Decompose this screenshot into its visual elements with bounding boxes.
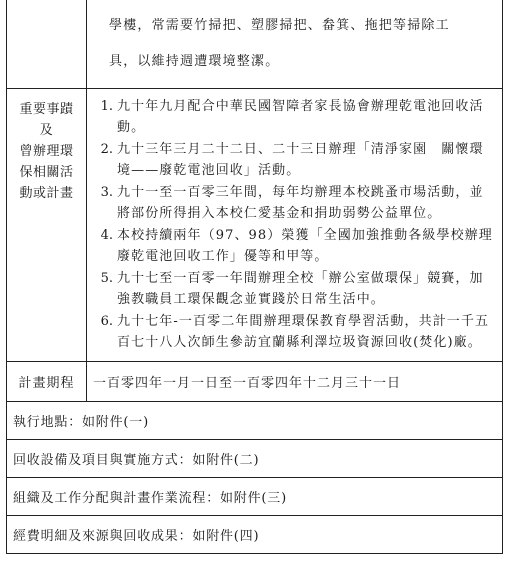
period-row <box>7 362 503 402</box>
event-text: 九十一至一百零三年間，每年均辦理本校跳蚤市場活動，並將部份所得捐入本校仁愛基金和捐助弱勢公益單位。 <box>117 185 484 221</box>
events-label-line: 動或計畫 <box>19 186 74 201</box>
budget-text: 經費明細及來源與回收成果：如附件(四) <box>7 516 503 554</box>
organization-row <box>7 478 503 516</box>
event-text: 九十七至一百零一年間辦理全校「辦公室做環保」競賽，加強教職員工環保觀念並實踐於日常生活中。 <box>117 271 484 307</box>
event-number: 1. <box>100 99 113 114</box>
event-text: 九十三年三月二十二日、二十三日辦理「清淨家園 關懷環境——廢乾電池回收」活動。 <box>117 142 484 178</box>
organization-text: 組織及工作分配與計畫作業流程：如附件(三) <box>7 478 503 516</box>
period-label: 計畫期程 <box>7 362 87 402</box>
plan-table <box>6 0 503 554</box>
intro-label-cell <box>7 0 87 89</box>
events-label-line: 保相關活 <box>19 165 74 180</box>
events-row <box>7 89 503 362</box>
event-number: 5. <box>100 271 113 286</box>
events-label <box>7 89 87 362</box>
location-text: 執行地點：如附件(一) <box>7 402 503 440</box>
event-text: 九十七年-一百零二年間辦理環保教育學習活動，共計一千五百七十八人次師生參訪宜蘭縣利澤垃圾資源回收(焚化)廠。 <box>117 314 490 350</box>
event-number: 3. <box>100 185 113 200</box>
equipment-row <box>7 440 503 478</box>
events-list <box>87 89 503 362</box>
document-page <box>6 0 502 574</box>
event-item <box>91 140 494 181</box>
equipment-text: 回收設備及項目與實施方式：如附件(二) <box>7 440 503 478</box>
intro-line: 學樓，常需要竹掃把、塑膠掃把、畚箕、拖把等掃除工 <box>109 18 450 33</box>
event-number: 4. <box>100 228 113 243</box>
intro-line: 具，以維持週遭環境整潔。 <box>109 54 280 69</box>
location-row <box>7 402 503 440</box>
events-label-line: 曾辦理環 <box>19 144 74 159</box>
event-item <box>91 97 494 138</box>
budget-row <box>7 516 503 554</box>
intro-row <box>7 0 503 89</box>
event-text: 九十年九月配合中華民國智障者家長協會辦理乾電池回收活動。 <box>117 99 484 135</box>
event-item <box>91 183 494 224</box>
event-item <box>91 312 494 353</box>
event-item <box>91 269 494 310</box>
events-label-line: 重要事蹟 <box>19 102 74 117</box>
events-label-line: 及 <box>39 123 54 138</box>
event-number: 6. <box>100 314 113 329</box>
event-number: 2. <box>100 142 113 157</box>
period-value: 一百零四年一月一日至一百零四年十二月三十一日 <box>87 362 503 402</box>
event-text: 本校持續兩年（97、98）榮獲「全國加強推動各級學校辦理廢乾電池回收工作」優等和甲等。 <box>117 228 493 264</box>
intro-content-cell <box>87 0 503 89</box>
event-item <box>91 226 494 267</box>
